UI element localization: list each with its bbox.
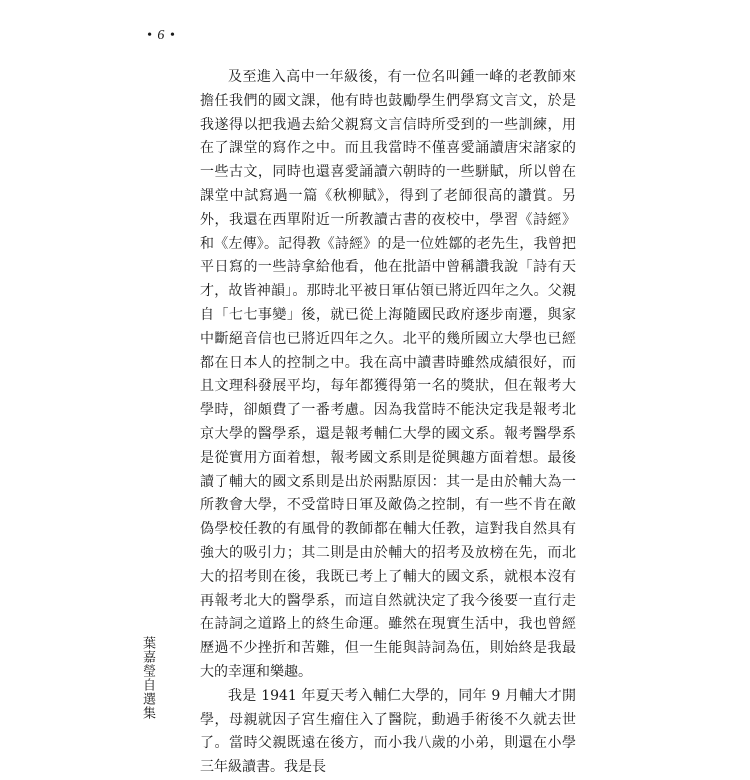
book-title-vertical: 葉嘉瑩自選集 xyxy=(140,636,155,720)
page-number: • 6 • xyxy=(147,28,176,43)
paragraph-1: 及至進入高中一年級後，有一位名叫鍾一峰的老教師來擔任我們的國文課，他有時也鼓勵學生們學寫文言文，於是我遂得以把我過去給父親寫文言信時所受到的一些訓練，用在了課堂的寫作之中。而且我當時不僅喜愛誦讀唐宋諸家的一些古文，同時也還喜愛誦讀六朝時的一些駢賦，所以曾在課堂中試寫過一篇《秋柳賦》，得到了老師很高的讚賞。另外，我還在西單附近一所教讀古書的夜校中，學習《詩經》和《左傳》。記得教《詩經》的是一位姓鄒的老先生，我曾把平日寫的一些詩拿給他看，他在批語中曾稱讚我說「詩有天才，故皆神韻」。那時北平被日軍佔領已將近四年之久。父親自「七七事變」後，就已從上海隨國民政府逐步南遷，與家中斷絕音信也已將近四年之久。北平的幾所國立大學也已經都在日本人的控制之中。我在高中讀書時雖然成績很好，而且文理科發展平均，每年都獲得第一名的獎狀，但在報考大學時，卻頗費了一番考慮。因為我當時不能決定我是報考北京大學的醫學系，還是報考輔仁大學的國文系。報考醫學系是從實用方面着想，報考國文系則是從興趣方面着想。最後讀了輔大的國文系則是出於兩點原因：其一是由於輔大為一所教會大學，不受當時日軍及敵偽之控制，有一些不肯在敵偽學校任教的有風骨的教師都在輔大任教，這對我自然具有強大的吸引力；其二則是由於輔大的招考及放榜在先，而北大的招考則在後，我既已考上了輔大的國文系，就根本沒有再報考北大的醫學系，而這自然就決定了我今後要一直行走在詩詞之道路上的終生命運。雖然在現實生活中，我也曾經歷過不少挫折和苦難，但一生能與詩詞為伍，則始終是我最大的幸運和樂趣。 xyxy=(200,69,576,680)
body-text xyxy=(200,66,576,780)
paragraph-2: 我是 1941 年夏天考入輔仁大學的，同年 9 月輔大才開學，母親就因子宮生瘤住入了醫院，動過手術後不久就去世了。當時父親既遠在後方，而小我八歲的小弟，則還在小學三年級讀書。我是長 xyxy=(200,687,576,776)
